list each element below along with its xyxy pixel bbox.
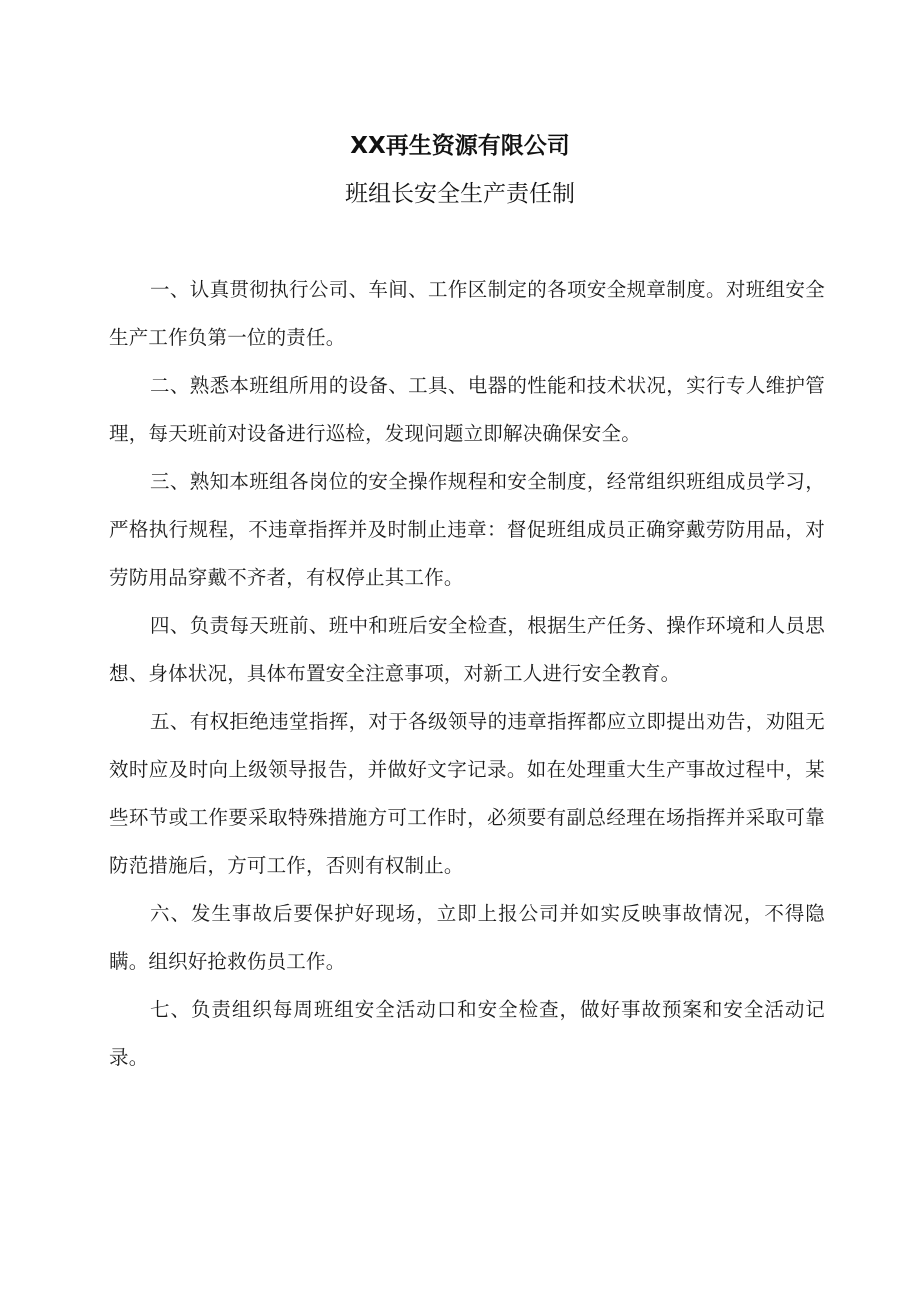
company-title: XX再生资源有限公司 (350, 133, 570, 159)
paragraph-5: 五、有权拒绝违堂指挥，对于各级领导的违章指挥都应立即提出劝告，劝阻无效时应及时向上级领导报告，并做好文字记录。如在处理重大生产事故过程中，某些环节或工作要采取特殊措施方可工作时，必须要有副总经理在场指挥并采取可靠防范措施后，方可工作，否则有权制止。 (109, 710, 825, 877)
document-title: 班组长安全生产责任制 (345, 181, 575, 207)
paragraph-7: 七、负责组织每周班组安全活动口和安全检查，做好事故预案和安全活动记录。 (109, 998, 825, 1069)
paragraph-2: 二、熟悉本班组所用的设备、工具、电器的性能和技术状况，实行专人维护管理，每天班前对设备进行巡检，发现问题立即解决确保安全。 (109, 374, 825, 445)
paragraph-4: 四、负责每天班前、班中和班后安全检查，根据生产任务、操作环境和人员思想、身体状况，具体布置安全注意事项，对新工人进行安全教育。 (109, 614, 825, 685)
paragraph-1: 一、认真贯彻执行公司、车间、工作区制定的各项安全规章制度。对班组安全生产工作负第一位的责任。 (109, 278, 825, 349)
document-body (109, 266, 825, 1082)
paragraph-3: 三、熟知本班组各岗位的安全操作规程和安全制度，经常组织班组成员学习，严格执行规程，不违章指挥并及时制止违章：督促班组成员正确穿戴劳防用品，对劳防用品穿戴不齐者，有权停止其工作。 (109, 470, 825, 589)
paragraph-6: 六、发生事故后要保护好现场，立即上报公司并如实反映事故情况，不得隐瞒。组织好抢救伤员工作。 (109, 902, 825, 973)
